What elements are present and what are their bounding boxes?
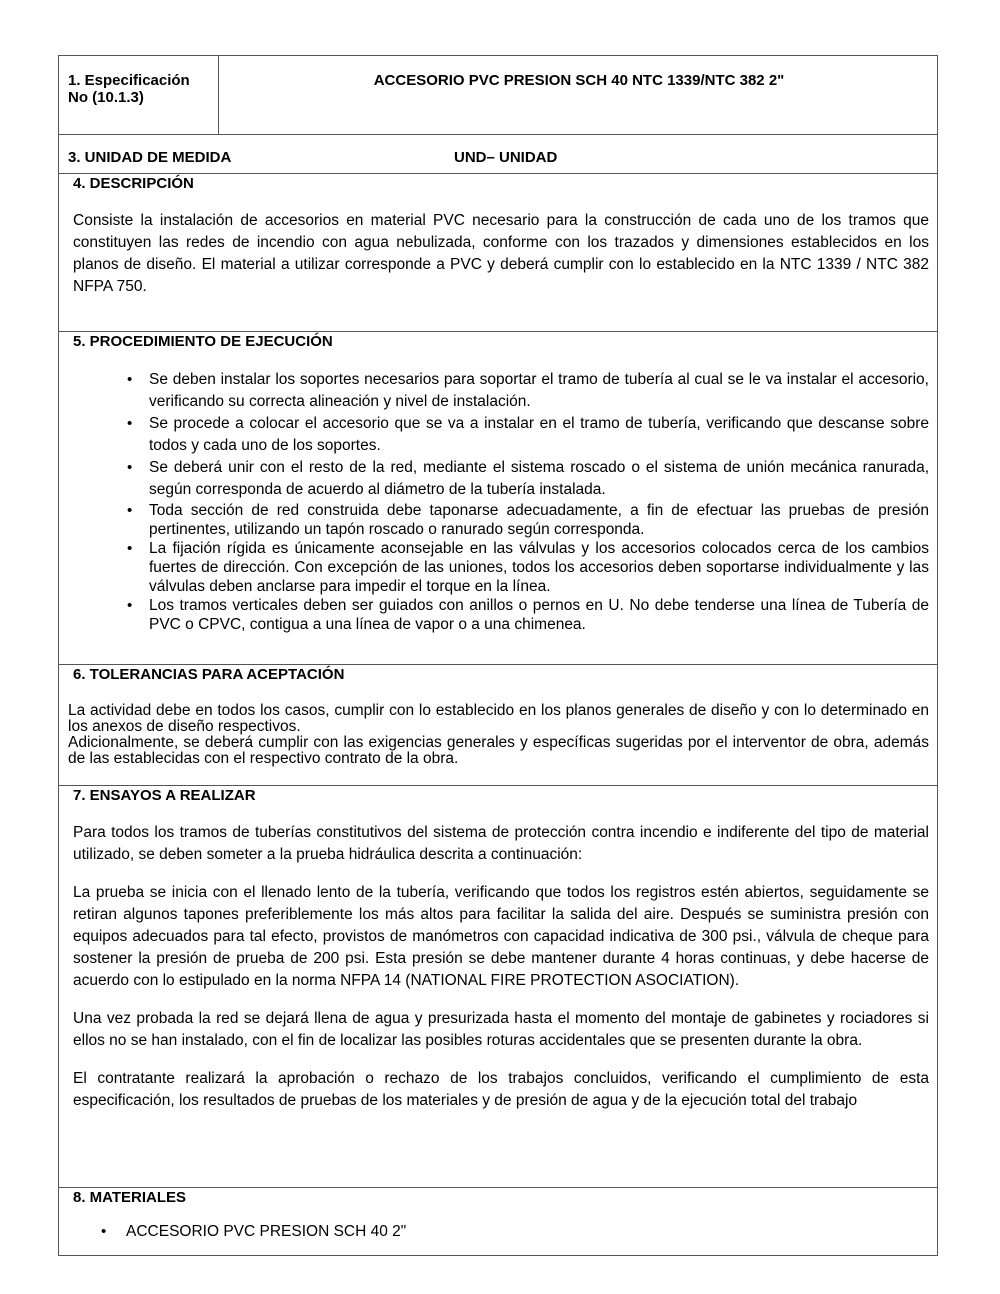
procedure-list <box>59 369 929 634</box>
list-item-text: ACCESORIO PVC PRESION SCH 40 2" <box>126 1223 407 1240</box>
list-item-text: Los tramos verticales deben ser guiados con anillos o pernos en U. No debe tenderse una línea de Tubería de PVC o CPVC, contigua a una línea de vapor o a una chimenea. <box>149 597 929 633</box>
header-divider <box>218 56 219 134</box>
spec-title: ACCESORIO PVC PRESION SCH 40 NTC 1339/NTC 382 2" <box>373 72 785 89</box>
list-item <box>59 596 929 634</box>
bullet: • <box>127 415 133 432</box>
tolerances-paragraph-2: Adicionalmente, se deberá cumplir con las exigencias generales y específicas sugeridas por el interventor de obra, además de las establecidas con el respectivo contrato de la obra. <box>68 734 929 767</box>
list-item <box>59 457 929 501</box>
description-heading: 4. DESCRIPCIÓN <box>73 175 194 192</box>
tolerances-paragraph-1: La actividad debe en todos los casos, cumplir con lo establecido en los planos generales de diseño y con lo determinado en los anexos de diseño respectivos. <box>68 702 929 735</box>
tolerances-section <box>68 703 929 767</box>
tolerances-heading: 6. TOLERANCIAS PARA ACEPTACIÓN <box>73 666 345 683</box>
unit-value: UND– UNIDAD <box>454 149 558 166</box>
list-item-text: Se deben instalar los soportes necesarios para soportar el tramo de tubería al cual se le va instalar el accesorio, verificando su correcta alineación y nivel de instalación. <box>149 371 929 410</box>
divider-unit <box>59 173 937 174</box>
tests-paragraph-1: Para todos los tramos de tuberías constitutivos del sistema de protección contra incendio e indiferente del tipo de material utilizado, se deben someter a la prueba hidráulica descrita a continuación: <box>73 824 929 863</box>
bullet: • <box>101 1223 107 1240</box>
tests-heading: 7. ENSAYOS A REALIZAR <box>73 787 256 804</box>
list-item-text: Toda sección de red construida debe taponarse adecuadamente, a fin de efectuar las pruebas de presión pertinentes, utilizando un tapón roscado o ranurado según corresponda. <box>149 502 929 538</box>
description-section <box>73 210 929 298</box>
tests-paragraph-2: La prueba se inicia con el llenado lento de la tubería, verificando que todos los registros estén abiertos, seguidamente se retiran algunos tapones preferiblemente los más altos para facilitar la salida del aire. Después se suministra presión con equipos adecuados para tal efecto, provistos de manómetros con capacidad indicativa de 300 psi., válvula de cheque para sostener la presión de prueba de 200 psi. Esta presión se debe mantener durante 4 horas continuas, y debe hacerse de acuerdo con lo estipulado en la norma NFPA 14 (NATIONAL FIRE PROTECTION ASOCIATION). <box>73 884 929 989</box>
bullet: • <box>127 502 133 519</box>
tests-section <box>73 822 929 1112</box>
spec-label-line1: 1. Especificación <box>68 72 190 89</box>
divider-description <box>59 331 937 332</box>
spec-label-line2: No (10.1.3) <box>68 89 144 106</box>
tests-paragraph-4: El contratante realizará la aprobación o rechazo de los trabajos concluidos, verificando el cumplimiento de esta especificación, los resultados de pruebas de los materiales y de presión de agua y de la ejecución total del trabajo <box>73 1070 929 1109</box>
specification-sheet <box>58 55 938 1256</box>
description-text: Consiste la instalación de accesorios en material PVC necesario para la construcción de cada uno de los tramos que constituyen las redes de incendio con agua nebulizada, conforme con los trazados y dimensiones establecidos en los planos de diseño. El material a utilizar corresponde a PVC y deberá cumplir con lo establecido en la NTC 1339 / NTC 382 NFPA 750. <box>73 212 929 295</box>
materials-heading: 8. MATERIALES <box>73 1189 187 1206</box>
list-item <box>59 539 929 596</box>
divider-procedure <box>59 664 937 665</box>
list-item <box>59 369 929 413</box>
procedure-heading: 5. PROCEDIMIENTO DE EJECUCIÓN <box>73 333 333 350</box>
list-item <box>59 1222 929 1242</box>
tests-paragraph-3: Una vez probada la red se dejará llena de agua y presurizada hasta el momento del montaje de gabinetes y rociadores si ellos no se han instalado, con el fin de localizar las posibles roturas accidentales que se presenten durante la obra. <box>73 1010 929 1049</box>
list-item-text: La fijación rígida es únicamente aconsejable en las válvulas y los accesorios colocados cerca de los cambios fuertes de dirección. Con excepción de las uniones, todos los accesorios deben soportarse individualmente y las válvulas deben anclarse para impedir el torque en la línea. <box>149 540 929 595</box>
list-item <box>59 501 929 539</box>
bullet: • <box>127 540 133 557</box>
divider-tests <box>59 1187 937 1188</box>
list-item <box>59 413 929 457</box>
list-item-text: Se deberá unir con el resto de la red, mediante el sistema roscado o el sistema de unión mecánica ranurada, según corresponda de acuerdo al diámetro de la tubería instalada. <box>149 459 929 498</box>
list-item-text: Se procede a colocar el accesorio que se va a instalar en el tramo de tubería, verificando que descanse sobre todos y cada uno de los soportes. <box>149 415 929 454</box>
bullet: • <box>127 371 133 388</box>
divider-header <box>59 134 937 135</box>
divider-tolerances <box>59 785 937 786</box>
spec-number <box>68 72 218 106</box>
materials-list <box>59 1222 929 1242</box>
unit-label: 3. UNIDAD DE MEDIDA <box>68 149 232 166</box>
bullet: • <box>127 597 133 614</box>
bullet: • <box>127 459 133 476</box>
